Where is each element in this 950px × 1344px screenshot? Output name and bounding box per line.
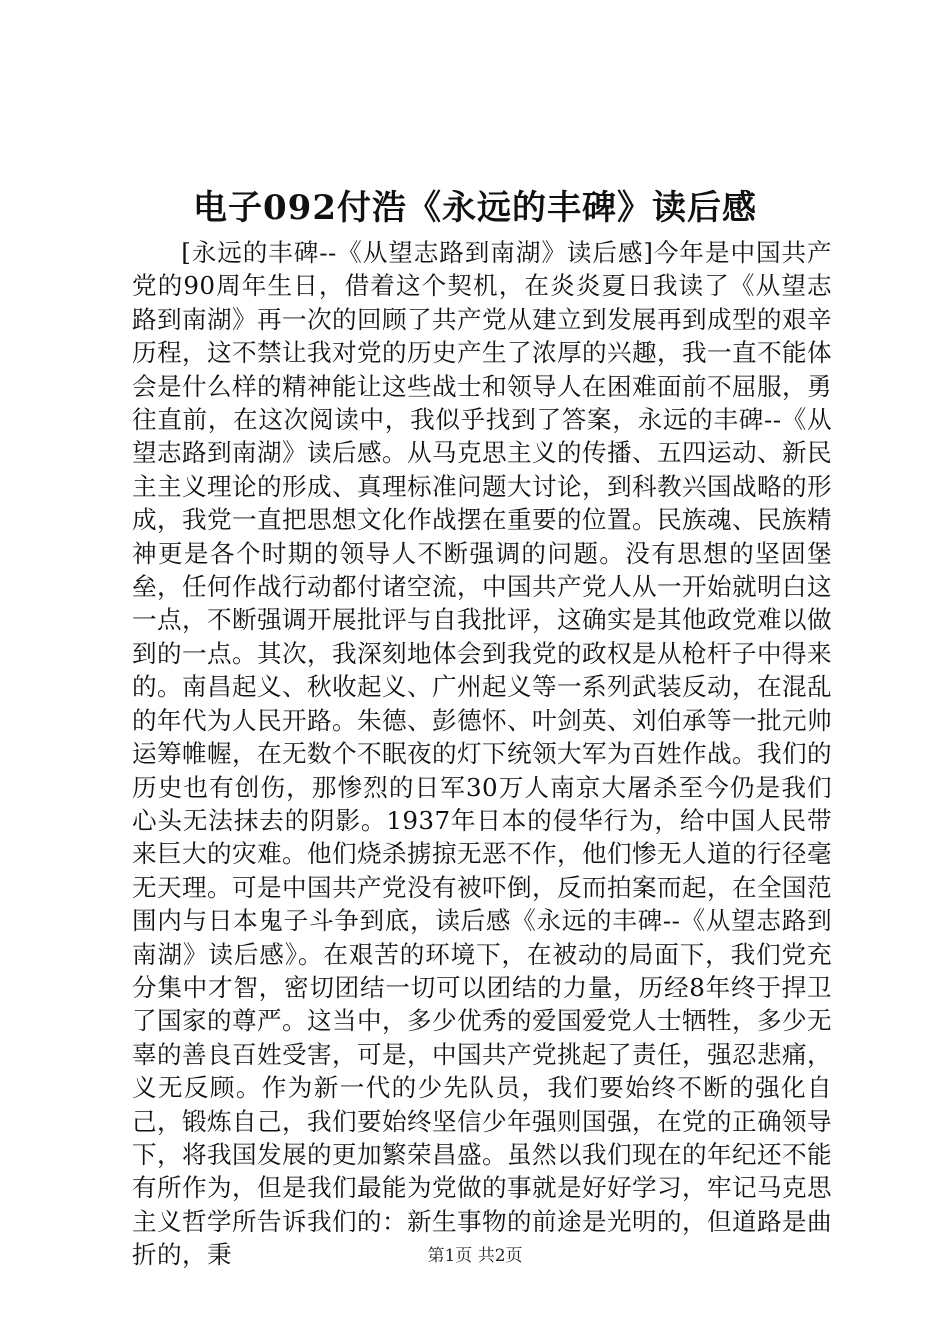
document-body: [永远的丰碑--《从望志路到南湖》读后感]今年是中国共产党的90周年生日，借着这个契机，在炎炎夏日我读了《从望志路到南湖》再一次的回顾了共产党从建立到发展再到成型的艰辛历程，这不禁让我对党的历史产生了浓厚的兴趣，我一直不能体会是什么样的精神能让这些战士和领导人在困难面前不屈服，勇往直前，在这次阅读中，我似乎找到了答案，永远的丰碑--《从望志路到南湖》读后感。从马克思主义的传播、五四运动、新民主主义理论的形成、真理标准问题大讨论，到科教兴国战略的形成，我党一直把思想文化作战摆在重要的位置。民族魂、民族精神更是各个时期的领导人不断强调的问题。没有思想的坚固堡垒，任何作战行动都付诸空流，中国共产党人从一开始就明白这一点，不断强调开展批评与自我批评，这确实是其他政党难以做到的一点。其次，我深刻地体会到我党的政权是从枪杆子中得来的。南昌起义、秋收起义、广州起义等一系列武装反动，在混乱的年代为人民开路。朱德、彭德怀、叶剑英、刘伯承等一批元帅运筹帷幄，在无数个不眠夜的灯下统领大军为百姓作战。我们的历史也有创伤，那惨烈的日军30万人南京大屠杀至今仍是我们心头无法抹去的阴影。1937年日本的侵华行为，给中国人民带来巨大的灾难。他们烧杀掳掠无恶不作，他们惨无人道的行径毫无天理。可是中国共产党没有被吓倒，反而拍案而起，在全国范围内与日本鬼子斗争到底，读后感《永远的丰碑--《从望志路到南湖》读后感》。在艰苦的环境下，在被动的局面下，我们党充分集中才智，密切团结一切可以团结的力量，历经8年终于捍卫了国家的尊严。这当中，多少优秀的爱国爱党人士牺牲，多少无辜的善良百姓受害，可是，中国共产党挑起了责任，强忍悲痛，义无反顾。作为新一代的少先队员，我们要始终不断的强化自己，锻炼自己，我们要始终坚信少年强则国强，在党的正确领导下，将我国发展的更加繁荣昌盛。虽然以我们现在的年纪还不能有所作为，但是我们最能为党做的事就是好好学习，牢记马克思主义哲学所告诉我们的：新生事物的前途是光明的，但道路是曲折的，秉 — [132, 238, 832, 1270]
document-title: 电子092付浩《永远的丰碑》读后感 — [193, 188, 757, 228]
page-footer: 第1页 共2页 — [427, 1246, 523, 1266]
